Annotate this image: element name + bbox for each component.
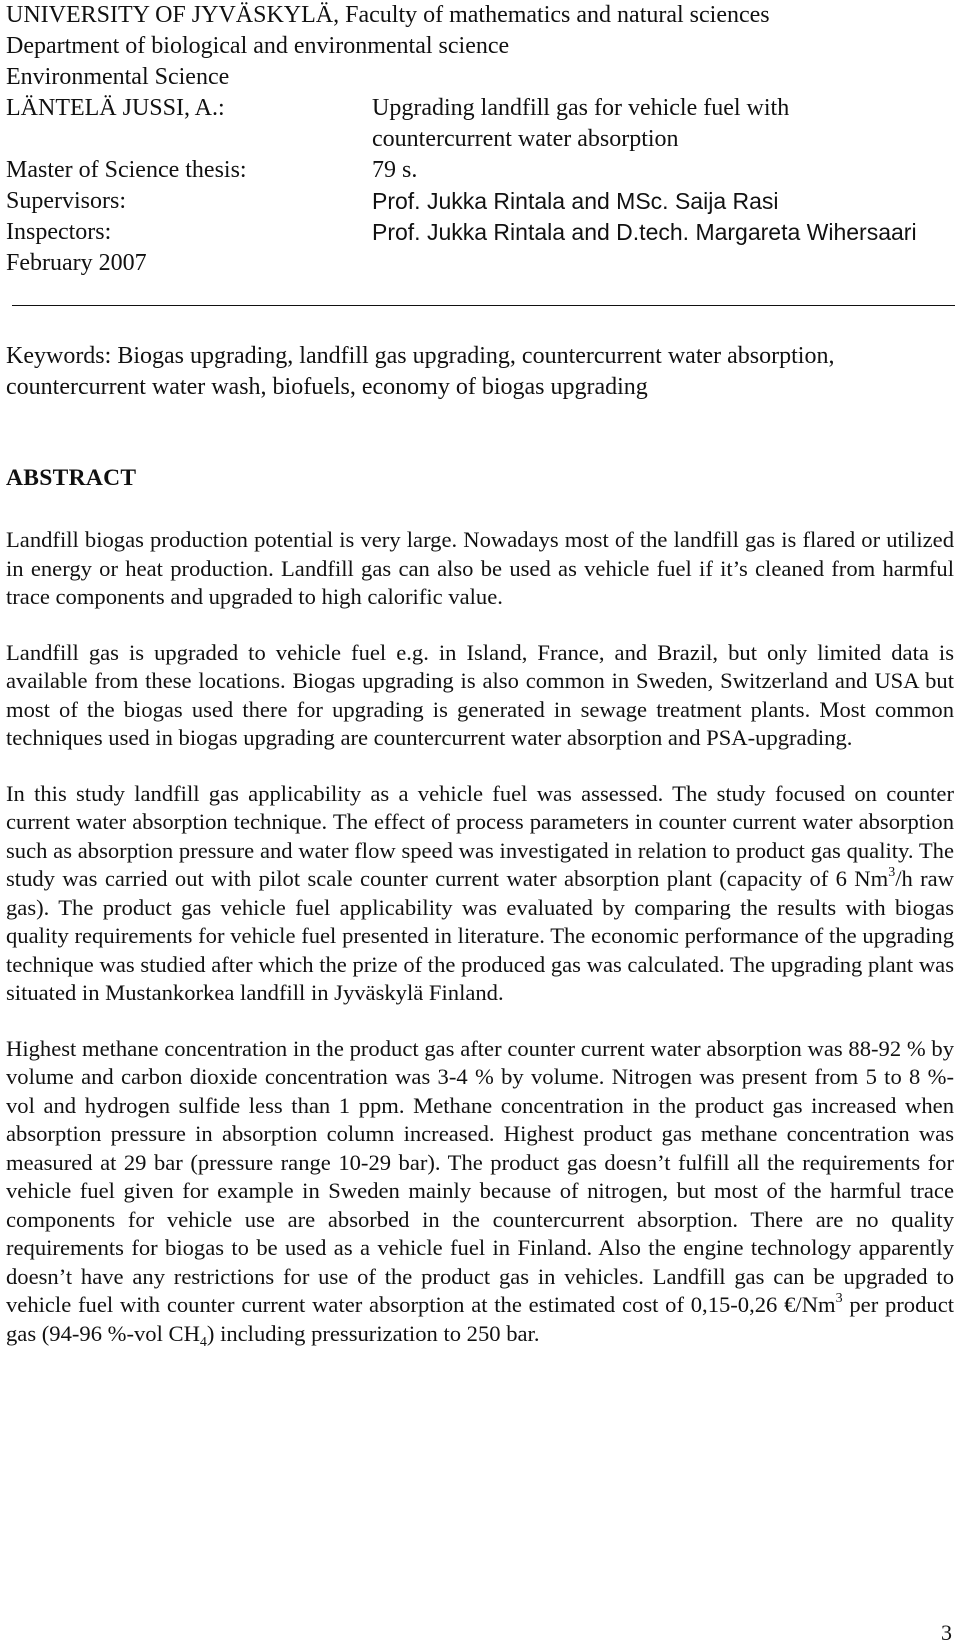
keywords: Keywords: Biogas upgrading, landfill gas upgrading, countercurrent water absorption, countercurrent water wash, biofuels, economy of biogas upgrading <box>6 343 835 400</box>
inspectors-value-part: Prof. Jukka Rintala and D.tech. Margareta Wihersaari <box>372 219 917 245</box>
abstract-paragraph-1: Landfill biogas production potential is very large. Nowadays most of the landfill gas is flared or utilized in energy or heat production. Landfill gas can also be used as vehicle fuel if it’s cleaned from harmful trace components and upgraded to high calorific value. <box>6 527 954 609</box>
page-count: 79 s. <box>372 157 418 183</box>
program-line: Environmental Science <box>6 64 230 90</box>
supervisors-value: Prof. Jukka Rintala and MSc. Saija Rasi <box>372 188 779 214</box>
abstract-body <box>6 526 954 1375</box>
page-number: 3 <box>941 1620 952 1645</box>
abstract-heading: ABSTRACT <box>6 465 137 491</box>
p4-text-a: Highest methane concentration in the product gas after counter current water absorption was 88-92 % by volume and carbon dioxide concentration was 3-4 % by volume. Nitrogen was present from 5 to 8 %-vol and hydrogen sulfide less than 1 ppm. Methane concentration in the product gas increased when absorption pressure in absorption column increased. Highest product gas methane concentration was measured at 29 bar (pressure range 10-29 bar). The product gas doesn’t fulfill all the requirements for vehicle fuel given for example in Sweden mainly because of nitrogen, but most of the harmful trace components for vehicle use are absorbed in the countercurrent absorption. There are no quality requirements for biogas to be used as a vehicle fuel in Finland. Also the engine technology apparently doesn’t have any restrictions for use of the product gas in vehicles. Landfill gas can be upgraded to vehicle fuel with counter current water absorption at the estimated cost of 0,15-0,26 €/Nm <box>6 1035 954 1317</box>
abstract-paragraph-4 <box>6 1035 954 1349</box>
department-line: Department of biological and environmental science <box>6 33 510 59</box>
thesis-title-line-1: Upgrading landfill gas for vehicle fuel with <box>372 95 790 121</box>
header-divider <box>12 305 955 306</box>
university-line: UNIVERSITY OF JYVÄSKYLÄ, Faculty of mathematics and natural sciences <box>6 2 770 28</box>
p4-text-c: ) including pressurization to 250 bar. <box>206 1320 540 1346</box>
thesis-date: February 2007 <box>6 250 147 276</box>
p3-superscript: 3 <box>888 865 896 880</box>
p4-subscript: 4 <box>199 1334 207 1350</box>
thesis-title-line-2: countercurrent water absorption <box>372 126 679 152</box>
supervisors-label: Supervisors: <box>6 188 126 214</box>
thesis-type-label: Master of Science thesis: <box>6 157 247 183</box>
p4-superscript: 3 <box>835 1291 843 1306</box>
p4-text-b: per product gas (94-96 %-vol CH <box>6 1292 954 1346</box>
abstract-paragraph-2: Landfill gas is upgraded to vehicle fuel e.g. in Island, France, and Brazil, but only limited data is available from these locations. Biogas upgrading is also common in Sweden, Switzerland and USA but most of the biogas used there for upgrading is generated in sewage treatment plants. Most common techniques used in biogas upgrading are countercurrent water absorption and PSA-upgrading. <box>6 639 954 750</box>
p3-text-a: In this study landfill gas applicability as a vehicle fuel was assessed. The study focused on counter current water absorption technique. The effect of process parameters in counter current water absorption such as absorption pressure and water flow speed was investigated in relation to product gas quality. The study was carried out with pilot scale counter current water absorption plant (capacity of 6 Nm <box>6 780 954 891</box>
author-label: LÄNTELÄ JUSSI, A.: <box>6 95 225 121</box>
inspectors-label: Inspectors: <box>6 219 112 245</box>
inspectors-value <box>372 217 917 249</box>
thesis-header <box>6 0 951 279</box>
p3-text-b: /h raw gas). The product gas vehicle fuel applicability was evaluated by comparing the results with biogas quality requirements for vehicle fuel presented in literature. The economic performance of the upgrading technique was studied after which the prize of the produced gas was calculated. The upgrading plant was situated in Mustankorkea landfill in Jyväskylä Finland. <box>6 866 954 1005</box>
abstract-paragraph-3 <box>6 780 954 1008</box>
